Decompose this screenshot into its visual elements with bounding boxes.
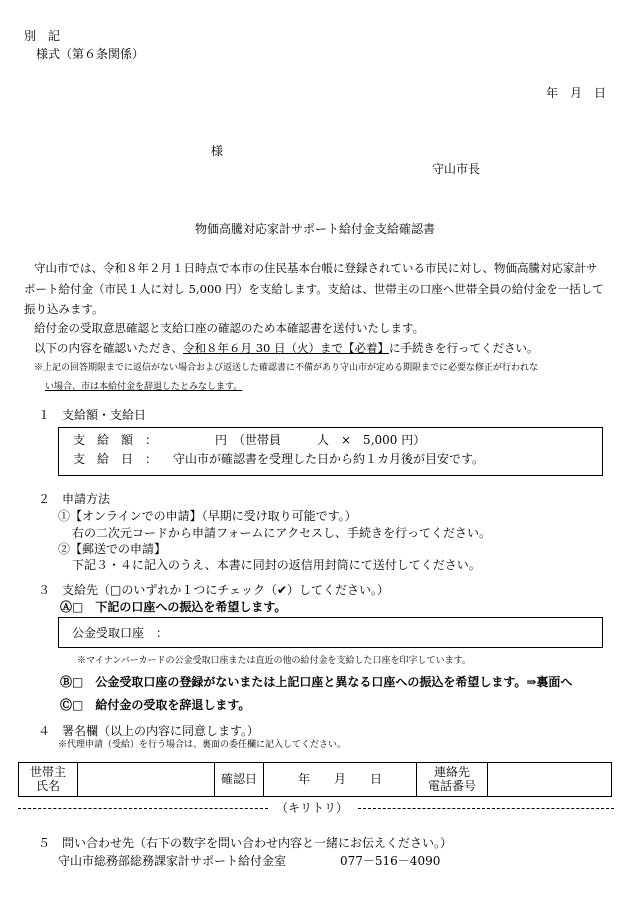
option-b-checkbox[interactable]: Ⓑ□ 公金受取口座の登録がないまたは上記口座と異なる口座への振込を希望します。⇒裏面へ: [60, 675, 573, 689]
issue-date: 年 月 日: [546, 86, 607, 100]
section1-heading: １ 支給額・支給日: [38, 408, 147, 422]
online-application-desc: 右の二次元コードから申請フォームにアクセスし、手続きを行ってください。: [72, 526, 492, 540]
addressee-suffix: 様: [211, 144, 224, 158]
intro-note-line-2: [45, 383, 242, 392]
section4-note: ※代理申請（受給）を行う場合は、裏面の委任欄に記入してください。: [58, 740, 347, 750]
contact-label-line-1: 連絡先: [433, 764, 470, 779]
payment-date-label: 支 給 日 ：: [73, 452, 158, 466]
account-note: ※マイナンバーカードの公金受取口座または直近の他の給付金を支給した口座を印字しています。: [77, 656, 471, 666]
head-name-field[interactable]: [78, 763, 215, 797]
amount-label: 支 給 額 ：: [73, 433, 158, 447]
cut-line-left: [18, 808, 268, 809]
intro-line-3: 振り込みます。: [24, 302, 104, 316]
section2-heading: ２ 申請方法: [38, 492, 111, 506]
mail-application-desc: 下記３・４に記入のうえ、本書に同封の返信用封筒にて送付してください。: [72, 558, 481, 572]
confirm-date-field[interactable]: 年 月 日: [264, 763, 417, 797]
intro-deadline-line: [34, 343, 539, 355]
amount-value: 円 （世帯員 人 × 5,000 円）: [215, 433, 426, 447]
online-application-title: ①【オンラインでの申請】（早期に受け取り可能です。）: [58, 509, 357, 523]
section4-heading: ４ 署名欄（以上の内容に同意します。）: [38, 724, 260, 738]
note-waiver: 市は本給付金を辞退したとみなします。: [81, 382, 243, 392]
intro-line-2: ポート給付金（市民１人に対し 5,000 円）を支給します。支給は、世帯主の口座へ世帯全員の給付金を一括して: [24, 282, 604, 296]
form-label: 様式（第６条関係）: [36, 47, 145, 61]
option-a-checkbox[interactable]: Ⓐ□ 下記の口座への振込を希望します。: [60, 600, 287, 614]
appendix-label: 別 記: [24, 29, 61, 43]
signature-table: [18, 762, 612, 797]
cut-line: [18, 801, 614, 815]
head-name-label-line-1: 世帯主: [29, 764, 66, 779]
section5-heading: ５ 問い合わせ先（右下の数字を問い合わせ内容と一緒にお伝えください。）: [38, 836, 453, 850]
contact-office: 守山市総務部総務課家計サポート給付金室: [58, 854, 287, 868]
contact-label-line-2: 電話番号: [427, 778, 476, 793]
issuer-name: 守山市長: [432, 162, 481, 176]
document-title: 物価高騰対応家計サポート給付金支給確認書: [194, 222, 435, 236]
deadline-prefix: 以下の内容を確認いただき、: [34, 341, 184, 355]
payment-date-value: 守山市が確認書を受理した日から約１カ月後が目安です。: [173, 452, 485, 466]
intro-note-line-1: ※上記の回答期限までに返信がない場合および返送した確認書に不備があり守山市が定める期限までに必要な修正が行われな: [34, 363, 539, 373]
intro-line-1: 守山市では、令和８年２月１日時点で本市の住民基本台帳に登録されている市民に対し、物価高騰対応家計サ: [34, 261, 598, 275]
section3-heading: ３ 支給先（□のいずれか１つにチェック（✔）してください。）: [38, 583, 390, 597]
contact-phone-field[interactable]: [488, 763, 612, 797]
contact-phone: 077－516－4090: [340, 854, 441, 868]
option-c-checkbox[interactable]: Ⓒ□ 給付金の受取を辞退します。: [60, 698, 251, 712]
confirm-date-label: 確認日: [215, 763, 264, 797]
contact-label: [417, 763, 488, 797]
head-name-label-line-2: 氏名: [35, 778, 60, 793]
cut-line-right: [358, 808, 614, 809]
note-prefix: い場合、: [45, 382, 82, 392]
intro-line-4: 給付金の受取意思確認と支給口座の確認のため本確認書を送付いたします。: [34, 321, 425, 335]
cut-line-label: （キリトリ）: [275, 801, 348, 815]
account-label: 公金受取口座 ：: [72, 626, 169, 640]
mail-application-title: ②【郵送での申請】: [58, 542, 167, 556]
head-name-label: [19, 763, 78, 797]
deadline-date: 令和８年６月 30 日（火）まで【必着】: [183, 341, 389, 355]
deadline-suffix: に手続きを行ってください。: [389, 341, 539, 355]
